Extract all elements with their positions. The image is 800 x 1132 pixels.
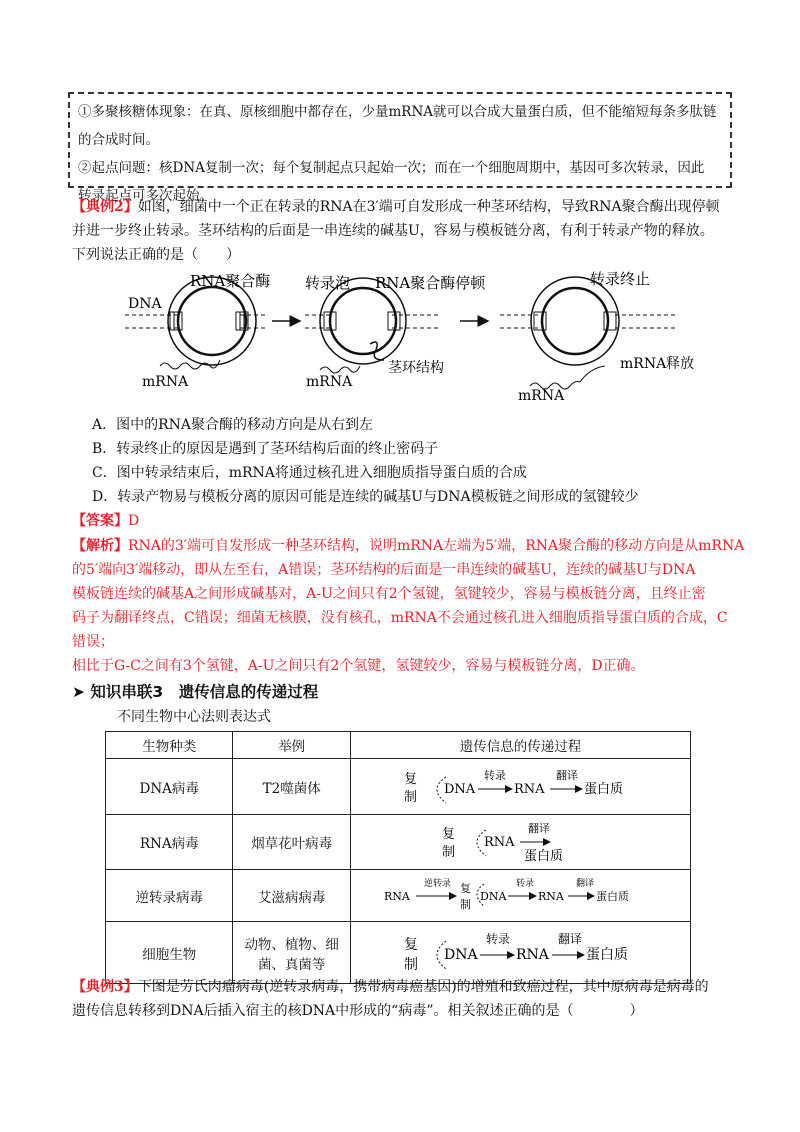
option-c: C．图中转录结束后，mRNA将通过核孔进入细胞质指导蛋白质的合成 bbox=[92, 465, 527, 481]
label-mrna-2: mRNA bbox=[306, 374, 353, 390]
svg-text:DNA: DNA bbox=[480, 889, 507, 903]
label-mrna-3: mRNA bbox=[518, 388, 565, 404]
section-title: 知识串联3 遗传信息的传递过程 bbox=[90, 683, 319, 701]
label-dna: DNA bbox=[128, 296, 162, 312]
cell-process bbox=[350, 815, 690, 870]
central-dogma-table bbox=[105, 731, 691, 984]
cell-example: 烟草花叶病毒 bbox=[233, 815, 351, 870]
svg-text:翻译: 翻译 bbox=[528, 822, 551, 835]
table-caption: 不同生物中心法则表达式 bbox=[117, 709, 271, 725]
example2-stem-line1 bbox=[72, 198, 720, 216]
label-mrna-release: mRNA释放 bbox=[620, 356, 695, 372]
cell-process bbox=[350, 870, 690, 922]
option-b: B．转录终止的原因是遇到了茎环结构后面的终止密码子 bbox=[92, 441, 439, 457]
svg-text:制: 制 bbox=[404, 789, 418, 805]
panel-1 bbox=[125, 272, 270, 390]
cell-example-line2: 菌、真菌等 bbox=[257, 956, 326, 973]
mrna-strand-3 bbox=[530, 366, 605, 389]
example2-stem1: 如图，细菌中一个正在转录的RNA在3′端可自发形成一种茎环结构，导致RNA聚合酶出现停顿 bbox=[137, 199, 720, 215]
table-row bbox=[106, 922, 691, 984]
svg-text:蛋白质: 蛋白质 bbox=[586, 946, 629, 963]
analysis-line-6: 相比于G-C之间有3个氢键，A-U之间只有2个氢键，氢键较少，容易与模板链分离，D正确。 bbox=[72, 658, 645, 674]
table-header-row bbox=[106, 732, 691, 759]
header-process: 遗传信息的传递过程 bbox=[350, 732, 690, 759]
label-stem-loop: 茎环结构 bbox=[388, 360, 444, 376]
svg-text:复: 复 bbox=[404, 771, 418, 787]
svg-text:翻译: 翻译 bbox=[556, 768, 579, 782]
cell-example-line1: 动物、植物、细 bbox=[244, 936, 339, 953]
label-rna-polymerase: RNA聚合酶 bbox=[190, 272, 271, 290]
svg-text:RNA: RNA bbox=[384, 889, 411, 903]
svg-text:DNA: DNA bbox=[444, 781, 476, 797]
example3-stem1: 下图是劳氏肉瘤病毒(逆转录病毒，携带病毒癌基因)的增殖和致癌过程，其中原病毒是病毒的 bbox=[137, 979, 709, 995]
cell-process bbox=[350, 759, 690, 815]
panel-2 bbox=[305, 274, 486, 390]
analysis-line-3: 模板链连续的碱基A之间形成碱基对，A-U之间只有2个氢键，氢键较少，容易与模板链分离，且终止密 bbox=[72, 586, 706, 602]
note-line-2: 的合成时间。 bbox=[78, 132, 159, 148]
bullet-icon: ➤ bbox=[72, 683, 85, 701]
cell-kind: RNA病毒 bbox=[106, 815, 233, 870]
svg-text:逆转录: 逆转录 bbox=[424, 878, 452, 889]
svg-text:复: 复 bbox=[442, 827, 456, 842]
analysis-line-2: 的5′端向3′端移动，即从左至右，A错误；茎环结构的后面是一串连续的碱基U，连续的碱基U与DNA bbox=[72, 562, 696, 578]
svg-text:RNA: RNA bbox=[514, 781, 546, 797]
svg-text:复: 复 bbox=[460, 881, 472, 895]
mrna-strand-2 bbox=[320, 366, 360, 373]
flow-dna-virus bbox=[400, 761, 640, 809]
label-bubble: 转录泡 bbox=[305, 274, 351, 292]
analysis-line-5: 错误； bbox=[72, 634, 114, 650]
svg-text:复: 复 bbox=[404, 936, 419, 953]
answer-value: D bbox=[128, 513, 140, 529]
cell-example: T2噬菌体 bbox=[233, 759, 351, 815]
cell-kind: 细胞生物 bbox=[106, 922, 233, 984]
svg-text:制: 制 bbox=[404, 956, 419, 973]
flow-rna-virus bbox=[420, 816, 620, 864]
cell-example: 艾滋病病毒 bbox=[233, 870, 351, 922]
svg-text:RNA: RNA bbox=[538, 889, 565, 903]
svg-text:蛋白质: 蛋白质 bbox=[524, 849, 564, 864]
label-pause: RNA聚合酶停顿 bbox=[375, 274, 486, 292]
header-kind: 生物种类 bbox=[106, 732, 233, 759]
example2-stem-line3: 下列说法正确的是（ ） bbox=[72, 247, 240, 263]
note-box bbox=[68, 92, 732, 204]
table-row bbox=[106, 759, 691, 815]
example3-line1 bbox=[72, 978, 709, 996]
svg-text:蛋白质: 蛋白质 bbox=[584, 781, 624, 797]
svg-text:转录: 转录 bbox=[486, 931, 511, 946]
label-mrna-1: mRNA bbox=[142, 374, 189, 390]
example3-tag: 【典例3】 bbox=[72, 979, 138, 995]
section-heading bbox=[72, 680, 318, 702]
svg-text:制: 制 bbox=[460, 897, 472, 911]
svg-text:翻译: 翻译 bbox=[576, 878, 595, 889]
svg-text:转录: 转录 bbox=[516, 878, 535, 889]
svg-text:RNA: RNA bbox=[484, 835, 516, 850]
analysis-tag: 【解析】 bbox=[72, 538, 128, 554]
note-line-1: ①多聚核糖体现象：在真、原核细胞中都存在，少量mRNA就可以合成大量蛋白质，但不能缩短每条多肽链 bbox=[78, 104, 717, 120]
analysis-text-1: RNA的3′端可自发形成一种茎环结构，说明mRNA左端为5′端，RNA聚合酶的移动方向是从mRNA bbox=[128, 538, 745, 554]
flow-cellular bbox=[400, 925, 640, 977]
analysis-line-4: 码子为翻译终点，C错误；细菌无核膜，没有核孔，mRNA不会通过核孔进入细胞质指导蛋白质的合成，C bbox=[72, 610, 728, 626]
example2-tag: 【典例2】 bbox=[72, 199, 138, 215]
rna-polymerase-outline bbox=[168, 277, 256, 365]
table-row bbox=[106, 870, 691, 922]
answer-tag: 【答案】 bbox=[72, 513, 128, 529]
svg-text:DNA: DNA bbox=[444, 946, 479, 963]
option-d: D．转录产物易与模板分离的原因可能是连续的碱基U与DNA模板链之间形成的氢键较少 bbox=[92, 489, 639, 505]
answer-line bbox=[72, 512, 139, 530]
svg-text:翻译: 翻译 bbox=[558, 931, 583, 946]
cell-example bbox=[233, 922, 351, 984]
example3-line2: 遗传信息转移到DNA后插入宿主的核DNA中形成的“病毒”。相关叙述正确的是（ ） bbox=[72, 1003, 644, 1019]
note-line-3: ②起点问题：核DNA复制一次；每个复制起点只起始一次；而在一个细胞周期中，基因可多次转录，因此 bbox=[78, 160, 705, 176]
table-row bbox=[106, 815, 691, 870]
option-a: A．图中的RNA聚合酶的移动方向是从右到左 bbox=[92, 417, 374, 433]
panel-3 bbox=[500, 270, 694, 404]
flow-retrovirus bbox=[380, 872, 660, 916]
example2-stem-line2: 并进一步终止转录。茎环结构的后面是一串连续的碱基U，容易与模板链分离，有利于转录产物的释放。 bbox=[72, 223, 714, 239]
label-termination: 转录终止 bbox=[590, 270, 651, 288]
analysis-line-1 bbox=[72, 537, 744, 555]
cell-process bbox=[350, 922, 690, 984]
header-example: 举例 bbox=[233, 732, 351, 759]
svg-text:蛋白质: 蛋白质 bbox=[596, 889, 630, 903]
svg-text:制: 制 bbox=[442, 845, 456, 860]
note-line-4: 转录起点可多次起始。 bbox=[78, 188, 213, 204]
svg-text:RNA: RNA bbox=[516, 946, 550, 963]
cell-kind: DNA病毒 bbox=[106, 759, 233, 815]
svg-text:转录: 转录 bbox=[484, 768, 507, 782]
cell-kind: 逆转录病毒 bbox=[106, 870, 233, 922]
transcription-figure bbox=[120, 266, 695, 406]
